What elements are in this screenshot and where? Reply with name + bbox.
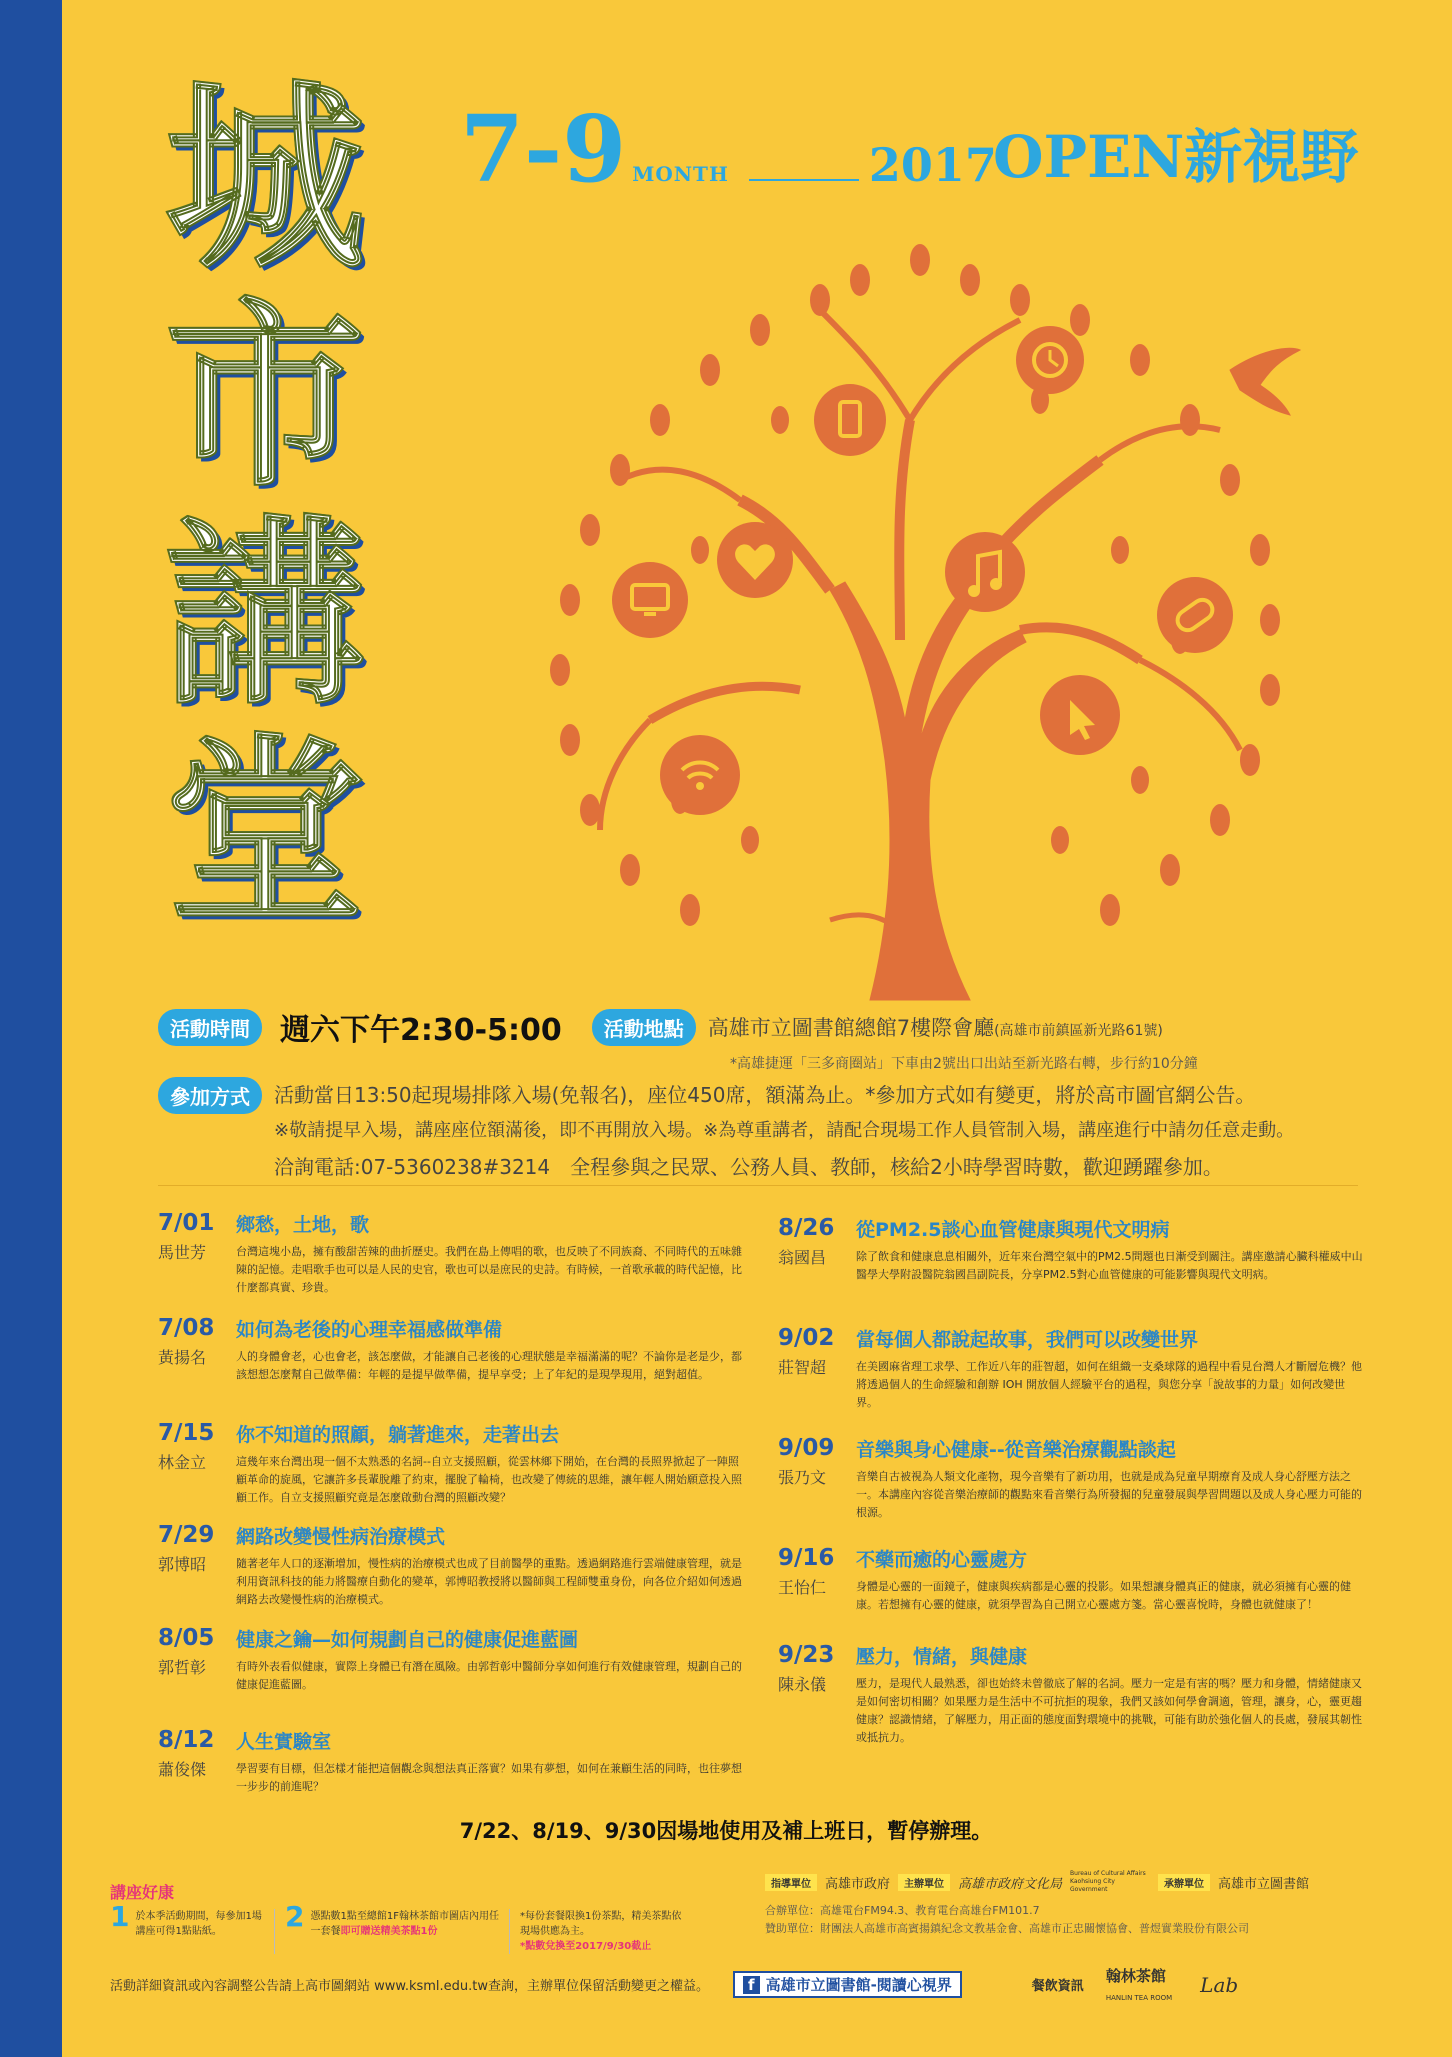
lecture-speaker: 陳永儀 [778, 1675, 827, 1694]
lecture-desc: 在美國麻省理工求學、工作近八年的莊智超，如何在組織一支桑球隊的過程中看見台灣人才斷層危機？他將透過個人的生命經驗和創辦 IOH 開放個人經驗平台的過程，與您分享「說故事的力量」如何改變世界。 [856, 1360, 1362, 1409]
benefit-number-icon: 1 [110, 1900, 130, 1933]
benefit-note-text: *每份套餐限換1份茶點，精美茶點依現場供應為主。 [520, 1911, 682, 1937]
tree-illustration [500, 220, 1320, 1010]
lecture-speaker: 黃揚名 [158, 1348, 207, 1367]
lecture-desc: 這幾年來台灣出現一個不太熟悉的名詞--自立支援照顧，從雲林鄉下開始，在台灣的長照界掀起了一陣照顧革命的旋風，它讓許多長輩脫離了約束，擺脫了輪椅，也改變了傳統的思維，讓年輕人開始願意投入照顧工作。自立支援照顧究竟是怎麼啟動台灣的照顧改變？ [236, 1455, 742, 1504]
lecture-date: 7/01 [158, 1210, 215, 1236]
lecture-title: 從PM2.5談心血管健康與現代文明病 [856, 1219, 1170, 1241]
sponsors: 贊助單位：財團法人高雄市高賓揚鎮紀念文教基金會、高雄市正忠關懷協會、普煜實業股份有限公司 [765, 1922, 1249, 1935]
dining-label: 餐飲資訊 [1031, 1979, 1084, 1994]
benefit-text: 於本季活動期間，每參加1場講座可得1點貼紙。 [135, 1911, 262, 1937]
lecture-date: 8/26 [778, 1215, 835, 1241]
organizer-tag: 承辦單位 [1158, 1874, 1210, 1891]
contact-line: 洽詢電話:07-5360238#3214 全程參與之民眾、公務人員、教師，核給2小時學習時數，歡迎踴躍參加。 [274, 1155, 1223, 1179]
lecture-item [778, 1325, 1364, 1412]
lecture-desc: 壓力，是現代人最熟悉，卻也始終未曾徹底了解的名詞。壓力一定是有害的嗎？壓力和身體，情緒健康又是如何密切相關？如果壓力是生活中不可抗拒的現象，我們又該如何學會調適，管理，讓身，心，靈更趨健康？認識情緒，了解壓力，用正面的態度面對環境中的挑戰，可能有助於強化個人的長處，發展其韌性或抵抗力。 [856, 1677, 1362, 1744]
lecture-title: 如何為老後的心理幸福感做準備 [236, 1319, 503, 1341]
lab-logo: Lab [1200, 1972, 1239, 1997]
lecture-item [158, 1315, 744, 1384]
lecture-title: 網路改變慢性病治療模式 [236, 1526, 446, 1548]
lecture-speaker: 林金立 [158, 1453, 207, 1472]
organizers [765, 1870, 1382, 1938]
lecture-speaker: 馬世芳 [158, 1243, 207, 1262]
lecture-item [158, 1625, 744, 1694]
lecture-item [158, 1210, 744, 1297]
venue-value [708, 1012, 1163, 1042]
event-info [158, 1005, 1358, 1191]
music-icon [945, 532, 1025, 612]
tea-logo [1106, 1965, 1172, 2004]
lecture-title: 健康之鑰—如何規劃自己的健康促進藍圖 [236, 1629, 579, 1651]
months: 7-9 [460, 95, 627, 203]
lecture-date: 9/02 [778, 1325, 835, 1351]
lecture-speaker: 莊智超 [778, 1358, 827, 1377]
bottom-line [110, 1965, 1382, 2004]
title-char: 講 [165, 497, 366, 732]
benefit-note [520, 1909, 700, 1954]
monitor-icon [612, 562, 688, 638]
join-note: ※敬請提早入場，講座座位額滿後，即不再開放入場。※為尊重講者，請配合現場工作人員管制入場，講座進行中請勿任意走動。 [274, 1120, 1295, 1141]
facebook-icon: f [743, 1976, 760, 1994]
guide-org: 高雄市政府 [825, 1876, 891, 1892]
facebook-label: 高雄市立圖書館-閱讀心視界 [765, 1976, 952, 1994]
lecture-item [158, 1727, 744, 1796]
venue-label: 活動地點 [592, 1009, 696, 1046]
lecture-item [778, 1435, 1364, 1522]
facebook-badge[interactable] [733, 1971, 962, 1998]
lecture-date: 9/09 [778, 1435, 835, 1461]
venue-name: 高雄市立圖書館總館7樓際會廳 [707, 1016, 995, 1040]
lecture-desc: 音樂自古被視為人類文化產物，現今音樂有了新功用，也就是成為兒童早期療育及成人身心舒壓方法之一。本講座內容從音樂治療師的觀點來看音樂行為所發掘的兒童發展與學習問題以及成人身心壓力可能的根源。 [856, 1470, 1362, 1519]
lecture-speaker: 郭博昭 [158, 1555, 207, 1574]
lecture-item [158, 1420, 744, 1507]
lecture-desc: 台灣這塊小島，擁有酸甜苦辣的曲折歷史。我們在島上傳唱的歌，也反映了不同族裔、不同時代的五味雜陳的記憶。走唱歌手也可以是人民的史官，歌也可以是庶民的史詩。有時候，一首歌承載的時代記憶，比什麼都真實、珍貴。 [236, 1245, 742, 1294]
lecture-date: 9/23 [778, 1642, 835, 1668]
venue-address: (高雄市前鎮區新光路61號) [994, 1023, 1163, 1039]
lecture-title: 壓力，情緒，與健康 [856, 1646, 1028, 1668]
lecture-date: 7/15 [158, 1420, 215, 1446]
lecture-desc: 隨著老年人口的逐漸增加，慢性病的治療模式也成了目前醫學的重點。透過網路進行雲端健康管理，就是利用資訊科技的能力將醫療自動化的變革，郭博昭教授將以醫師與工程師雙重身份，向各位介紹如何透過網路去改變慢性病的治療模式。 [236, 1557, 742, 1606]
benefit-item [285, 1900, 510, 1954]
lecture-desc: 除了飲食和健康息息相關外，近年來台灣空氣中的PM2.5問題也日漸受到關注。講座邀請心臟科權威中山醫學大學附設醫院翁國昌副院長，分享PM2.5對心血管健康的可能影響與現代文明病。 [856, 1250, 1363, 1281]
benefit-highlight: 即可贈送精美茶點1份 [340, 1926, 438, 1937]
main-title [165, 61, 405, 950]
lecture-date: 8/12 [158, 1727, 215, 1753]
lecture-item [778, 1215, 1364, 1284]
tea-name-en: HANLIN TEA ROOM [1105, 1994, 1173, 2002]
venue-note: *高雄捷運「三多商圈站」下車由2號出口出站至新光路右轉，步行約10分鐘 [730, 1056, 1198, 1072]
lecture-speaker: 蕭俊傑 [158, 1760, 207, 1779]
lecture-item [778, 1545, 1364, 1614]
benefit-text: 憑點數1點至總館1F翰林茶館市圖店內用任一套餐 [310, 1911, 499, 1937]
suspension-notice: 7/22、8/19、9/30因場地使用及補上班日，暫停辦理。 [459, 1819, 993, 1843]
title-char: 城 [165, 61, 366, 296]
time-label: 活動時間 [158, 1009, 262, 1046]
lecture-speaker: 張乃文 [778, 1468, 827, 1487]
lecture-speaker: 翁國昌 [778, 1248, 827, 1267]
lecture-desc: 有時外表看似健康，實際上身體已有潛在風險。由郭哲彰中醫師分享如何進行有效健康管理，規劃自己的健康促進藍圖。 [236, 1660, 742, 1691]
tea-name: 翰林茶館 [1105, 1967, 1166, 1985]
time-value: 週六下午2:30-5:00 [280, 1013, 562, 1048]
pill-icon [1157, 577, 1233, 653]
lecture-title: 音樂與身心健康--從音樂治療觀點談起 [856, 1439, 1176, 1461]
lecture-item [158, 1522, 744, 1609]
benefits-label: 講座好康 [110, 1883, 175, 1902]
join-label: 參加方式 [158, 1077, 262, 1114]
bird-icon [1230, 348, 1300, 415]
lecture-desc: 人的身體會老，心也會老，該怎麼做，才能讓自己老後的心理狀態是幸福滿滿的呢？不論你是老是少，都該想想怎麼幫自己做準備：年輕的是提早做準備，提早享受；上了年紀的是現學現用，絕對超值。 [236, 1350, 742, 1381]
host-org: 高雄市政府文化局 [958, 1876, 1063, 1892]
lecture-title: 人生實驗室 [236, 1731, 332, 1753]
lecture-date: 9/16 [778, 1545, 835, 1571]
lecture-title: 不藥而癒的心靈處方 [856, 1549, 1028, 1571]
title-char: 市 [165, 279, 366, 514]
section-divider [158, 1185, 1358, 1186]
lecture-date: 8/05 [158, 1625, 215, 1651]
lecture-benefits [110, 1880, 710, 1954]
header-date [460, 95, 997, 203]
lecture-item [778, 1642, 1364, 1747]
lecture-title: 當每個人都說起故事，我們可以改變世界 [856, 1329, 1199, 1351]
benefit-deadline: *點數兌換至2017/9/30截止 [520, 1941, 652, 1952]
date-divider [749, 179, 859, 181]
left-blue-band [0, 0, 62, 2057]
organizer-org: 高雄市立圖書館 [1218, 1876, 1310, 1892]
host-tag: 主辦單位 [898, 1874, 950, 1891]
open-slogan: OPEN新視野 [993, 123, 1359, 191]
lecture-desc: 身體是心靈的一面鏡子，健康與疾病都是心靈的投影。如果想讓身體真正的健康，就必須擁有心靈的健康。若想擁有心靈的健康，就須學習為自己開立心靈處方箋。當心靈喜悅時，身體也就健康了！ [856, 1580, 1351, 1611]
title-char: 堂 [165, 715, 366, 950]
lecture-desc: 學習要有目標，但怎樣才能把這個觀念與想法真正落實？如果有夢想，如何在兼顧生活的同時，也往夢想一步步的前進呢？ [236, 1762, 742, 1793]
benefit-number-icon: 2 [285, 1900, 305, 1933]
benefit-item [110, 1900, 275, 1954]
lecture-title: 你不知道的照顧，躺著進來，走著出去 [236, 1424, 560, 1446]
guide-tag: 指導單位 [765, 1874, 817, 1891]
join-text: 活動當日13:50起現場排隊入場(免報名)，座位450席，額滿為止。*參加方式如有變更，將於高市圖官網公告。 [274, 1083, 1256, 1107]
year: 2017 [868, 138, 997, 192]
lecture-title: 鄉愁，土地，歌 [236, 1214, 370, 1236]
host-org-en: Bureau of Cultural Affairs Kaohsiung City Government [1070, 1870, 1146, 1893]
phone-icon [814, 384, 886, 456]
lecture-speaker: 王怡仁 [778, 1578, 827, 1597]
website-note: 活動詳細資訊或內容調整公告請上高市圖網站 www.ksml.edu.tw查詢，主辦單位保留活動變更之權益。 [110, 1979, 710, 1994]
lecture-date: 7/08 [158, 1315, 215, 1341]
lecture-date: 7/29 [158, 1522, 215, 1548]
co-organizers: 合辦單位：高雄電台FM94.3、教育電台高雄台FM101.7 [765, 1904, 1040, 1917]
lecture-speaker: 郭哲彰 [158, 1658, 207, 1677]
month-word: MONTH [632, 162, 729, 186]
